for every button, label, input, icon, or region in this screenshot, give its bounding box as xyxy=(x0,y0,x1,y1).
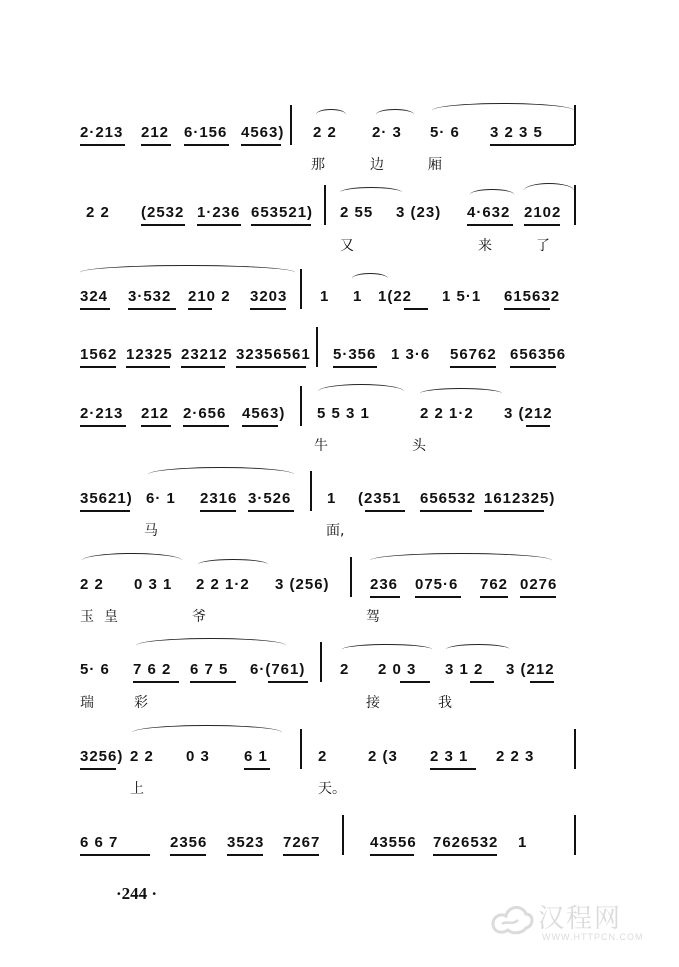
barline xyxy=(574,729,576,769)
note-group: 653521) xyxy=(251,204,314,221)
note-group: 0276 xyxy=(520,576,558,593)
score-line-10 xyxy=(0,833,679,853)
barline xyxy=(300,386,302,426)
underline xyxy=(170,854,206,856)
barline xyxy=(342,815,344,855)
note-group: 2316 xyxy=(200,490,238,507)
note-group: 2· 3 xyxy=(372,124,402,141)
slur xyxy=(420,388,502,399)
barline xyxy=(350,557,352,597)
underline xyxy=(250,308,286,310)
underline xyxy=(510,366,556,368)
underline xyxy=(504,308,550,310)
note-group: 2 2 xyxy=(86,204,110,221)
score-line-1 xyxy=(0,123,679,143)
note-group: 2102 xyxy=(524,204,562,221)
watermark xyxy=(488,894,663,954)
underline xyxy=(490,144,574,146)
note-group: 32356561 xyxy=(236,346,311,363)
underline xyxy=(80,366,116,368)
note-group: 2 xyxy=(340,661,350,678)
barline xyxy=(324,185,326,225)
underline xyxy=(80,768,116,770)
note-group: 3·526 xyxy=(248,490,292,507)
underline xyxy=(241,144,281,146)
score-line-8 xyxy=(0,660,679,680)
lyric-char: 彩 xyxy=(134,695,148,711)
barline xyxy=(300,729,302,769)
underline xyxy=(200,510,236,512)
cloud-logo-icon xyxy=(488,898,536,942)
note-group: (2351 xyxy=(358,490,402,507)
watermark-url: WWW.HTTPCN.COM xyxy=(542,932,644,942)
note-group: 3 (23) xyxy=(396,204,442,221)
note-group: 1(22 xyxy=(378,288,413,305)
note-group: 2·656 xyxy=(183,405,227,422)
underline xyxy=(524,224,560,226)
slur xyxy=(376,109,414,120)
barline xyxy=(300,269,302,309)
note-group: 615632 xyxy=(504,288,561,305)
underline xyxy=(467,224,513,226)
score-line-4 xyxy=(0,345,679,365)
lyric-char: 接 xyxy=(366,695,380,711)
slur xyxy=(524,183,574,192)
note-group: 2 3 1 xyxy=(430,748,469,765)
note-group: 212 xyxy=(141,124,170,141)
note-group: 2 2 1·2 xyxy=(196,576,250,593)
barline xyxy=(310,471,312,511)
note-group: 2 2 1·2 xyxy=(420,405,474,422)
note-group: 3 1 2 xyxy=(445,661,484,678)
slur xyxy=(432,103,574,112)
barline xyxy=(574,105,576,145)
note-group: 6· 1 xyxy=(146,490,176,507)
note-group: 35621) xyxy=(80,490,133,507)
underline xyxy=(188,308,212,310)
note-group: 762 xyxy=(480,576,509,593)
note-group: 3523 xyxy=(227,834,265,851)
barline xyxy=(290,105,292,145)
note-group: 656532 xyxy=(420,490,477,507)
slur xyxy=(342,644,432,655)
score-line-2 xyxy=(0,203,679,223)
note-group: 2·213 xyxy=(80,405,124,422)
note-group: 3 (256) xyxy=(275,576,330,593)
slur xyxy=(148,467,294,476)
underline xyxy=(244,768,270,770)
underline xyxy=(181,366,225,368)
lyric-char: 驾 xyxy=(366,609,380,625)
note-group: 2356 xyxy=(170,834,208,851)
note-group: 2 2 3 xyxy=(496,748,535,765)
underline xyxy=(80,425,126,427)
note-group: 3·532 xyxy=(128,288,172,305)
note-group: 3 (212 xyxy=(506,661,555,678)
note-group: 7626532 xyxy=(433,834,499,851)
underline xyxy=(251,224,311,226)
underline xyxy=(365,510,405,512)
score-line-5 xyxy=(0,404,679,424)
underline xyxy=(400,681,430,683)
slur xyxy=(82,553,182,562)
lyric-char: 天。 xyxy=(318,781,346,797)
underline xyxy=(450,366,496,368)
note-group: 6 6 7 xyxy=(80,834,119,851)
note-group: 4563) xyxy=(242,405,286,422)
note-group: 7 6 2 xyxy=(133,661,172,678)
note-group: 656356 xyxy=(510,346,567,363)
barline xyxy=(574,815,576,855)
slur xyxy=(80,265,295,274)
note-group: 4·632 xyxy=(467,204,511,221)
slur xyxy=(340,187,402,198)
note-group: 0 3 1 xyxy=(134,576,173,593)
underline xyxy=(470,681,494,683)
underline xyxy=(415,596,461,598)
slur xyxy=(198,559,268,570)
underline xyxy=(283,854,319,856)
note-group: 1 5·1 xyxy=(442,288,482,305)
underline xyxy=(183,425,229,427)
slur xyxy=(136,638,286,647)
slur xyxy=(370,553,552,562)
barline xyxy=(574,185,576,225)
lyric-char: 又 xyxy=(340,238,354,254)
slur xyxy=(132,725,282,734)
watermark-text: 汉程网 xyxy=(538,904,623,934)
underline xyxy=(80,308,110,310)
barline xyxy=(316,327,318,367)
lyric-char: 头 xyxy=(412,438,426,454)
underline xyxy=(80,854,150,856)
note-group: 5·356 xyxy=(333,346,377,363)
note-group: 5 5 3 1 xyxy=(317,405,370,422)
lyric-char: 玉 xyxy=(80,609,94,625)
note-group: 1·236 xyxy=(197,204,241,221)
note-group: 3203 xyxy=(250,288,288,305)
note-group: 1 xyxy=(320,288,330,305)
lyric-char: 爷 xyxy=(192,609,206,625)
lyric-char: 我 xyxy=(438,695,452,711)
note-group: 0 3 xyxy=(186,748,210,765)
note-group: 324 xyxy=(80,288,109,305)
underline xyxy=(141,144,171,146)
score-line-3 xyxy=(0,287,679,307)
note-group: 2 2 xyxy=(130,748,154,765)
note-group: 5· 6 xyxy=(430,124,460,141)
underline xyxy=(197,224,241,226)
lyric-char: 边 xyxy=(370,157,384,173)
note-group: 210 2 xyxy=(188,288,231,305)
note-group: 3 (212 xyxy=(504,405,553,422)
underline xyxy=(126,366,170,368)
note-group: 6 7 5 xyxy=(190,661,229,678)
note-group: 2 xyxy=(318,748,328,765)
note-group: 3256) xyxy=(80,748,124,765)
underline xyxy=(333,366,377,368)
barline xyxy=(320,642,322,682)
underline xyxy=(236,366,306,368)
underline xyxy=(526,425,550,427)
note-group: 5· 6 xyxy=(80,661,110,678)
page-number: ·244 · xyxy=(116,884,158,903)
underline xyxy=(248,510,294,512)
note-group: 236 xyxy=(370,576,399,593)
slur xyxy=(470,189,514,200)
lyric-char: 牛 xyxy=(314,438,328,454)
lyric-char: 瑞 xyxy=(80,695,94,711)
note-group: 2 2 xyxy=(80,576,104,593)
note-group: (2532 xyxy=(141,204,185,221)
note-group: 2 55 xyxy=(340,204,374,221)
underline xyxy=(268,681,308,683)
note-group: 2 (3 xyxy=(368,748,398,765)
underline xyxy=(128,308,176,310)
note-group: 7267 xyxy=(283,834,321,851)
underline xyxy=(184,144,229,146)
underline xyxy=(370,854,414,856)
note-group: 4563) xyxy=(241,124,285,141)
lyric-char: 厢 xyxy=(428,157,442,173)
underline xyxy=(227,854,263,856)
slur xyxy=(446,644,510,655)
underline xyxy=(370,596,400,598)
underline xyxy=(80,144,125,146)
lyric-char: 来 xyxy=(478,238,492,254)
underline xyxy=(80,510,130,512)
slur xyxy=(318,384,404,393)
underline xyxy=(404,308,428,310)
note-group: 6 1 xyxy=(244,748,268,765)
note-group: 212 xyxy=(141,405,170,422)
note-group: 1 3·6 xyxy=(391,346,431,363)
underline xyxy=(520,596,556,598)
note-group: 3 2 3 5 xyxy=(490,124,543,141)
slur xyxy=(352,273,388,284)
lyric-char: 皇 xyxy=(104,609,118,625)
lyric-char: 面, xyxy=(326,523,345,539)
note-group: 1612325) xyxy=(484,490,556,507)
lyric-char: 了 xyxy=(536,238,550,254)
underline xyxy=(141,224,185,226)
note-group: 56762 xyxy=(450,346,497,363)
score-line-6 xyxy=(0,489,679,509)
underline xyxy=(480,596,508,598)
underline xyxy=(133,681,179,683)
note-group: 6·156 xyxy=(184,124,228,141)
note-group: 2 2 xyxy=(313,124,337,141)
note-group: 2 0 3 xyxy=(378,661,417,678)
underline xyxy=(190,681,236,683)
score-line-7 xyxy=(0,575,679,595)
underline xyxy=(430,768,476,770)
underline xyxy=(420,510,472,512)
note-group: 23212 xyxy=(181,346,228,363)
note-group: 075·6 xyxy=(415,576,459,593)
underline xyxy=(141,425,171,427)
slur xyxy=(316,109,346,120)
underline xyxy=(433,854,497,856)
note-group: 12325 xyxy=(126,346,173,363)
note-group: 1 xyxy=(518,834,528,851)
underline xyxy=(530,681,554,683)
lyric-char: 上 xyxy=(130,781,144,797)
underline xyxy=(242,425,278,427)
note-group: 1562 xyxy=(80,346,118,363)
note-group: 43556 xyxy=(370,834,417,851)
lyric-char: 马 xyxy=(144,523,158,539)
underline xyxy=(484,510,544,512)
score-line-9 xyxy=(0,747,679,767)
note-group: 2·213 xyxy=(80,124,124,141)
note-group: 1 xyxy=(327,490,337,507)
note-group: 1 xyxy=(353,288,363,305)
lyric-char: 那 xyxy=(311,157,325,173)
note-group: 6·(761) xyxy=(250,661,306,678)
